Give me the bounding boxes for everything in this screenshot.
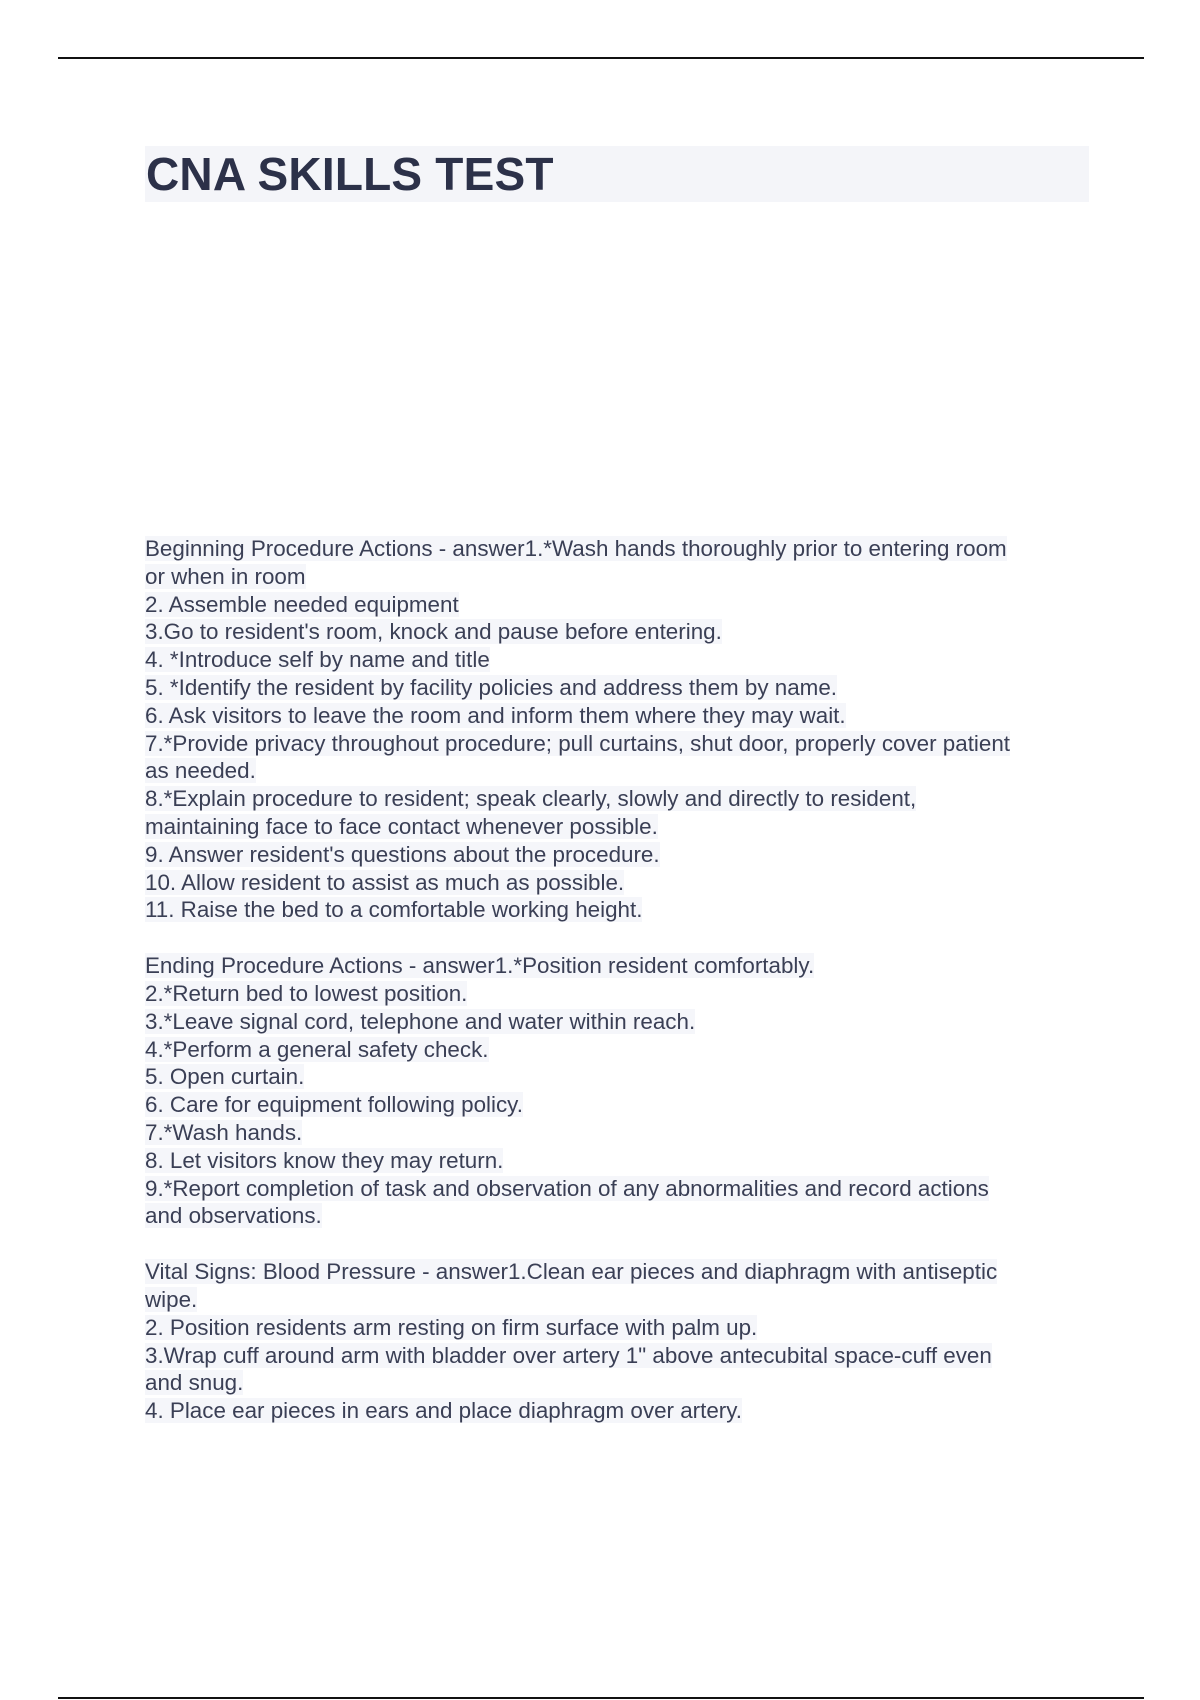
top-rule: [58, 57, 1144, 59]
text-line: 3.Go to resident's room, knock and pause before entering.: [145, 619, 722, 645]
text-line: Beginning Procedure Actions - answer1.*Wash hands thoroughly prior to entering room: [145, 536, 1007, 561]
text-line: Ending Procedure Actions - answer1.*Position resident comfortably.: [145, 953, 815, 979]
text-line: 9. Answer resident's questions about the procedure.: [145, 841, 660, 867]
text-line: 5. *Identify the resident by facility policies and address them by name.: [145, 674, 837, 700]
document-body: [145, 535, 1095, 1453]
text-line: 6. Care for equipment following policy.: [145, 1092, 523, 1118]
text-line: 7.*Provide privacy throughout procedure; pull curtains, shut door, properly cover patient: [145, 730, 1011, 756]
text-line: 4. *Introduce self by name and title: [145, 647, 490, 673]
text-line: 6. Ask visitors to leave the room and inform them where they may wait.: [145, 702, 846, 728]
text-line: 10. Allow resident to assist as much as possible.: [145, 869, 625, 895]
text-line: maintaining face to face contact whenever possible.: [145, 813, 658, 839]
text-line: 3.*Leave signal cord, telephone and water within reach.: [145, 1008, 696, 1034]
text-line: 9.*Report completion of task and observation of any abnormalities and record actions: [145, 1175, 989, 1201]
text-line: Vital Signs: Blood Pressure - answer1.Clean ear pieces and diaphragm with antiseptic: [145, 1259, 998, 1285]
text-line: or when in room: [145, 563, 306, 589]
text-line: 7.*Wash hands.: [145, 1119, 303, 1145]
text-line: and snug.: [145, 1370, 244, 1396]
bottom-rule: [58, 1697, 1144, 1699]
section-beginning-procedure-actions: [145, 535, 1095, 924]
page-title: CNA SKILLS TEST: [146, 148, 554, 200]
text-line: 11. Raise the bed to a comfortable working height.: [145, 897, 643, 923]
text-line: 4.*Perform a general safety check.: [145, 1036, 489, 1062]
text-line: 5. Open curtain.: [145, 1064, 305, 1090]
section-ending-procedure-actions: [145, 952, 1095, 1230]
text-line: as needed.: [145, 758, 256, 784]
text-line: 4. Place ear pieces in ears and place diaphragm over artery.: [145, 1398, 742, 1424]
text-line: 8.*Explain procedure to resident; speak clearly, slowly and directly to resident,: [145, 786, 917, 812]
text-line: 2.*Return bed to lowest position.: [145, 980, 468, 1006]
section-vital-signs-blood-pressure: [145, 1258, 1095, 1425]
text-line: 3.Wrap cuff around arm with bladder over artery 1" above antecubital space-cuff even: [145, 1342, 992, 1368]
text-line: 2. Assemble needed equipment: [145, 591, 459, 617]
text-line: 2. Position residents arm resting on firm surface with palm up.: [145, 1314, 758, 1340]
text-line: and observations.: [145, 1203, 322, 1229]
text-line: 8. Let visitors know they may return.: [145, 1147, 504, 1173]
text-line: wipe.: [145, 1286, 198, 1312]
